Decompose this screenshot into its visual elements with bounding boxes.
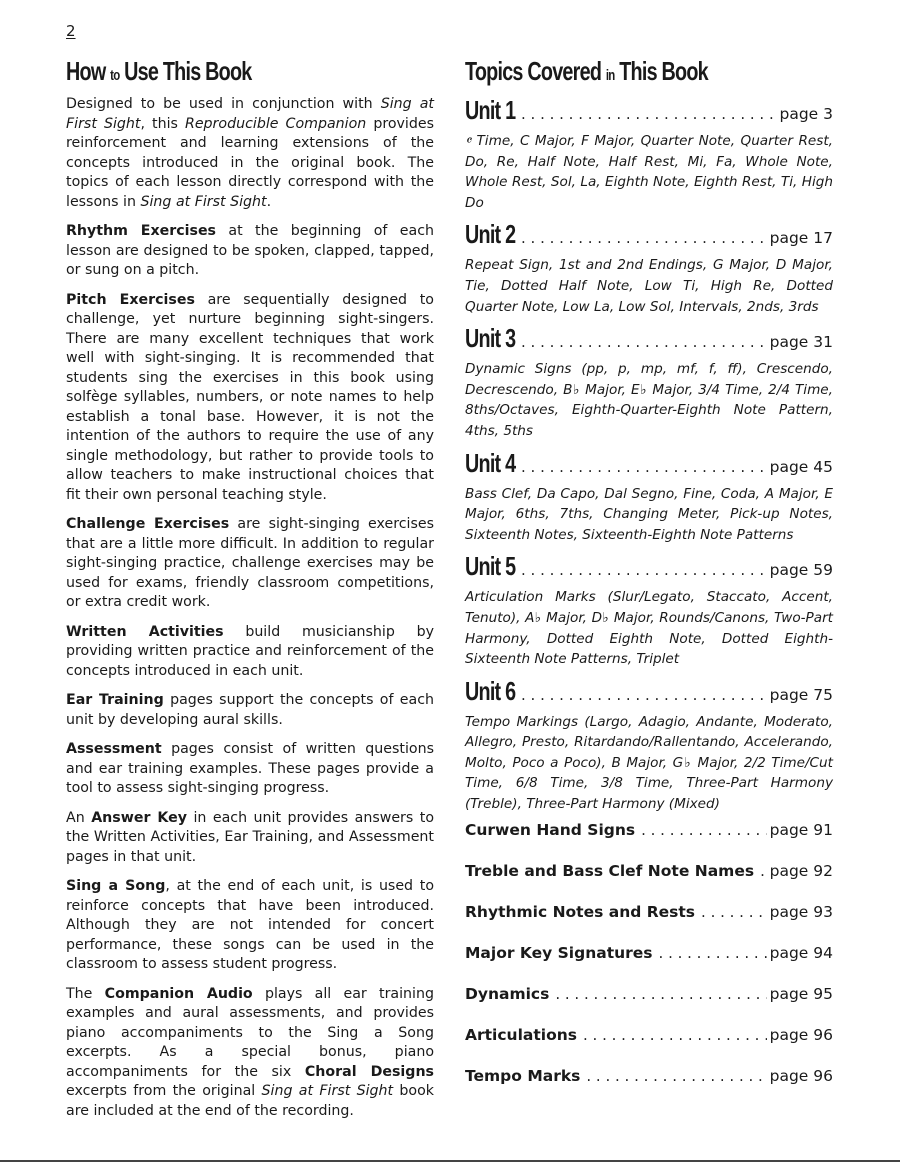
sing-a-song-paragraph: Sing a Song, at the end of each unit, is used to reinforce concepts that have been introduced. Although they are not intended for concert performance, these songs can be used in the classroom to assess student progress. — [66, 878, 434, 972]
dot-leader — [521, 105, 775, 123]
rhythm-exercises-paragraph: Rhythm Exercises at the beginning of each lesson are designed to be spoken, clapped, tapped, or sung on a pitch. — [66, 223, 435, 278]
intro-paragraph: Designed to be used in conjunction with Sing at First Sight, this Reproducible Companion provides reinforcement and learning extensions of the concepts introduced in the original book. The topics of each lesson directly correspond with the lessons in Sing at First Sight. — [66, 96, 434, 210]
written-activities-paragraph: Written Activities build musicianship by providing written practice and reinforcement of the concepts introduced in each unit. — [66, 623, 434, 679]
dot-leader — [521, 458, 766, 476]
dot-leader — [521, 229, 766, 247]
reference-entry: Curwen Hand Signs . . . page 91 — [465, 821, 833, 862]
reference-entry: Rhythmic Notes and Rests . . . page 93 — [465, 903, 833, 944]
reference-list — [465, 821, 833, 1108]
challenge-exercises-paragraph: Challenge Exercises are sight-singing exercises that are a little more difficult. In addition to regular sight-singing practice, challenge exercises may be used for exams, friendly classroom competitions, or extra credit work. — [66, 516, 434, 610]
dot-leader — [521, 686, 766, 704]
ear-training-paragraph: Ear Training pages support the concepts of each unit by developing aural skills. — [66, 692, 434, 728]
dot-leader — [760, 862, 767, 880]
unit-title: Unit 6 — [465, 675, 516, 706]
unit-topics: 𝄴 Time, C Major, F Major, Quarter Note, Quarter Rest, Do, Re, Half Note, Half Rest, Mi, Fa, Whole Note, Whole Rest, Sol, La, Eighth Note, Eighth Rest, Ti, High Do — [465, 133, 833, 211]
how-to-use-heading: How to Use This Book — [66, 56, 252, 86]
unit-page: page 17 — [769, 229, 833, 248]
unit-topics: Repeat Sign, 1st and 2nd Endings, G Major, D Major, Tie, Dotted Half Note, Low Ti, High Re, Dotted Quarter Note, Low La, Low Sol, Intervals, 2nds, 3rds — [465, 257, 833, 315]
dot-leader — [583, 1026, 767, 1044]
dot-leader — [659, 944, 767, 962]
dot-leader — [701, 903, 767, 921]
reference-entry: Articulations . . . page 96 — [465, 1026, 833, 1067]
page-number: 2 — [66, 22, 76, 40]
unit-topics: Dynamic Signs (pp, p, mp, mf, f, ff), Crescendo, Decrescendo, B♭ Major, E♭ Major, 3/4 Time, 2/4 Time, 8ths/Octaves, Eighth-Quarter-Eighth Note Pattern, 4ths, 5ths — [465, 361, 833, 439]
unit-entry — [465, 219, 833, 317]
reference-entry: Tempo Marks . . . page 96 — [465, 1067, 833, 1108]
unit-page: page 3 — [779, 105, 833, 123]
unit-topics: Tempo Markings (Largo, Adagio, Andante, Moderato, Allegro, Presto, Ritardando/Rallentando, Accelerando, Molto, Poco a Poco), B Major, G♭ Major, 2/2 Time/Cut Time, 6/8 Time, 3/8 Time, Three-Part Harmony (Treble), Three-Part Harmony (Mixed) — [465, 713, 833, 813]
topics-column — [465, 54, 833, 1108]
unit-entry — [465, 448, 833, 546]
dot-leader — [586, 1067, 766, 1085]
unit-title: Unit 5 — [465, 551, 516, 582]
unit-title: Unit 3 — [465, 323, 516, 354]
unit-page: page 45 — [769, 457, 833, 476]
how-to-use-column — [66, 54, 434, 1131]
dot-leader — [521, 561, 766, 579]
assessment-paragraph: Assessment pages consist of written questions and ear training examples. These pages provide a tool to assess sight-singing progress. — [66, 741, 434, 796]
reference-entry: Major Key Signatures . . . page 94 — [465, 944, 833, 985]
unit-entry — [465, 551, 833, 669]
dot-leader — [641, 821, 767, 839]
unit-title: Unit 1 — [465, 95, 516, 125]
answer-key-paragraph: An Answer Key in each unit provides answers to the Written Activities, Ear Training, and Assessment pages in that unit. — [66, 809, 435, 865]
unit-topics: Bass Clef, Da Capo, Dal Segno, Fine, Coda, A Major, E Major, 6ths, 7ths, Changing Meter, Pick-up Notes, Sixteenth Notes, Sixteenth-Eighth Note Patterns — [465, 485, 833, 543]
unit-entry — [465, 323, 833, 441]
unit-entry — [465, 95, 833, 213]
dot-leader — [555, 985, 766, 1003]
page-bottom-rule — [0, 1160, 900, 1162]
companion-audio-paragraph: The Companion Audio plays all ear training examples and aural assessments, and provides piano accompaniments to the Sing a Song excerpts. As a special bonus, piano accompaniments for the six Choral Designs excerpts from the original Sing at First Sight book are included at the end of the recording. — [66, 985, 434, 1119]
unit-entry — [465, 676, 833, 815]
dot-leader — [521, 333, 766, 351]
unit-page: page 59 — [769, 561, 833, 580]
unit-title: Unit 2 — [465, 219, 516, 250]
unit-topics: Articulation Marks (Slur/Legato, Staccato, Accent, Tenuto), A♭ Major, D♭ Major, Rounds/Canons, Two-Part Harmony, Dotted Eighth Note, Dotted Eighth-Sixteenth Note Patterns, Triplet — [465, 589, 833, 668]
topics-heading: Topics Covered in This Book — [465, 56, 708, 86]
unit-page: page 75 — [769, 685, 833, 704]
unit-page: page 31 — [769, 333, 833, 352]
reference-entry: Treble and Bass Clef Note Names . . . page 92 — [465, 862, 833, 903]
reference-entry: Dynamics . . . page 95 — [465, 985, 833, 1026]
pitch-exercises-paragraph: Pitch Exercises are sequentially designed to challenge, yet nurture beginning sight-singers. There are many excellent techniques that work well with sight-singing. It is recommended that students sing the exercises in this book using solfège syllables, numbers, or note names to help establish a tonal base. However, it is not the intention of the authors to require the use of any single methodology, but rather to provide tools to allow teachers to make instructional choices that fit their own personal teaching style. — [66, 291, 434, 503]
unit-title: Unit 4 — [465, 447, 516, 478]
